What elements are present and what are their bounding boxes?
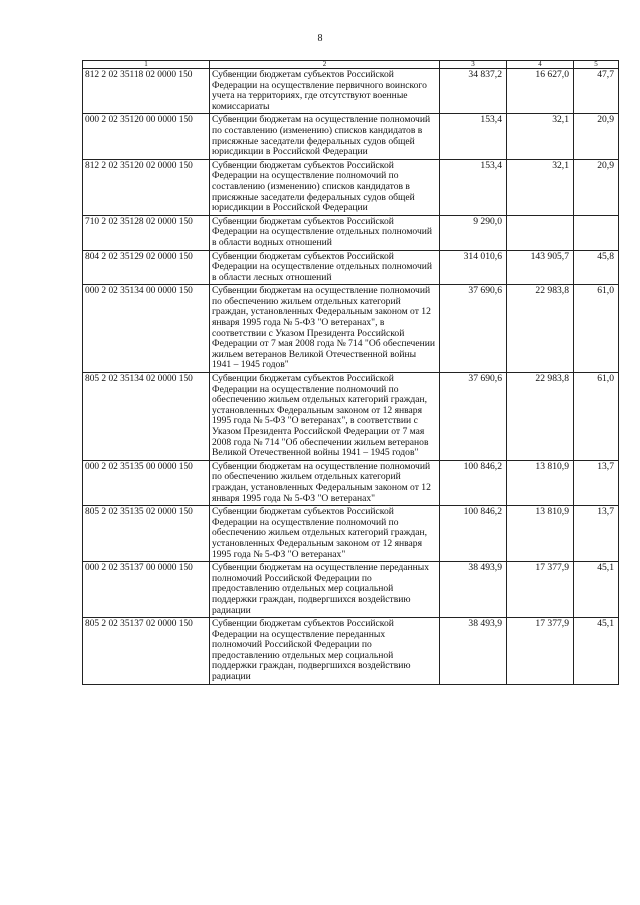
cell-name: Субвенции бюджетам на осуществление полномочий по составлению (изменению) списков кандидатов в присяжные заседатели федеральных судов общей юрисдикции в Российской Федерации bbox=[210, 114, 440, 159]
table-row bbox=[83, 506, 619, 562]
column-header-percent: 5 bbox=[574, 61, 619, 69]
cell-percent: 61,0 bbox=[574, 373, 619, 461]
table-header-row bbox=[83, 61, 619, 69]
cell-code: 812 2 02 35120 02 0000 150 bbox=[83, 159, 210, 215]
cell-actual bbox=[507, 215, 574, 250]
page-number: 8 bbox=[317, 33, 323, 44]
cell-code: 805 2 02 35137 02 0000 150 bbox=[83, 618, 210, 685]
cell-name: Субвенции бюджетам субъектов Российской Федерации на осуществление полномочий по обеспечению жильем отдельных категорий граждан, установленных Федеральным законом от 12 января 1995 года № 5-ФЗ "О ветеранах", в соответствии с Указом Президента Российской Федерации от 7 мая 2008 года № 714 "Об обеспечении жильем ветеранов Великой Отечественной войны 1941 – 1945 годов" bbox=[210, 373, 440, 461]
cell-code: 812 2 02 35118 02 0000 150 bbox=[83, 69, 210, 114]
cell-actual: 13 810,9 bbox=[507, 460, 574, 505]
cell-percent: 45,1 bbox=[574, 562, 619, 618]
cell-plan: 314 010,6 bbox=[440, 250, 507, 285]
cell-percent: 45,8 bbox=[574, 250, 619, 285]
cell-actual: 32,1 bbox=[507, 114, 574, 159]
cell-plan: 153,4 bbox=[440, 114, 507, 159]
budget-table bbox=[82, 60, 619, 685]
table-row bbox=[83, 460, 619, 505]
cell-actual: 17 377,9 bbox=[507, 562, 574, 618]
cell-actual: 143 905,7 bbox=[507, 250, 574, 285]
table-row bbox=[83, 114, 619, 159]
cell-actual: 17 377,9 bbox=[507, 618, 574, 685]
cell-percent: 13,7 bbox=[574, 506, 619, 562]
table-row bbox=[83, 618, 619, 685]
cell-plan: 38 493,9 bbox=[440, 618, 507, 685]
cell-actual: 22 983,8 bbox=[507, 373, 574, 461]
table-row bbox=[83, 159, 619, 215]
cell-percent: 20,9 bbox=[574, 114, 619, 159]
column-header-actual: 4 bbox=[507, 61, 574, 69]
cell-plan: 38 493,9 bbox=[440, 562, 507, 618]
cell-code: 000 2 02 35120 00 0000 150 bbox=[83, 114, 210, 159]
table-row bbox=[83, 69, 619, 114]
cell-name: Субвенции бюджетам на осуществление полномочий по обеспечению жильем отдельных категорий граждан, установленных Федеральным законом от 12 января 1995 года № 5-ФЗ "О ветеранах" bbox=[210, 460, 440, 505]
cell-code: 000 2 02 35134 00 0000 150 bbox=[83, 285, 210, 373]
cell-actual: 16 627,0 bbox=[507, 69, 574, 114]
cell-plan: 153,4 bbox=[440, 159, 507, 215]
table-row bbox=[83, 373, 619, 461]
cell-actual: 13 810,9 bbox=[507, 506, 574, 562]
cell-percent: 61,0 bbox=[574, 285, 619, 373]
cell-percent: 13,7 bbox=[574, 460, 619, 505]
column-header-name: 2 bbox=[210, 61, 440, 69]
column-header-plan: 3 bbox=[440, 61, 507, 69]
cell-plan: 37 690,6 bbox=[440, 373, 507, 461]
cell-name: Субвенции бюджетам субъектов Российской Федерации на осуществление отдельных полномочий в области лесных отношений bbox=[210, 250, 440, 285]
cell-code: 000 2 02 35135 00 0000 150 bbox=[83, 460, 210, 505]
cell-percent: 20,9 bbox=[574, 159, 619, 215]
cell-code: 804 2 02 35129 02 0000 150 bbox=[83, 250, 210, 285]
cell-code: 805 2 02 35134 02 0000 150 bbox=[83, 373, 210, 461]
column-header-code: 1 bbox=[83, 61, 210, 69]
table-row bbox=[83, 215, 619, 250]
cell-name: Субвенции бюджетам субъектов Российской Федерации на осуществление отдельных полномочий в области водных отношений bbox=[210, 215, 440, 250]
cell-name: Субвенции бюджетам субъектов Российской Федерации на осуществление полномочий по составлению (изменению) списков кандидатов в присяжные заседатели федеральных судов общей юрисдикции в Российской Федерации bbox=[210, 159, 440, 215]
cell-plan: 9 290,0 bbox=[440, 215, 507, 250]
cell-actual: 22 983,8 bbox=[507, 285, 574, 373]
cell-code: 805 2 02 35135 02 0000 150 bbox=[83, 506, 210, 562]
cell-code: 000 2 02 35137 00 0000 150 bbox=[83, 562, 210, 618]
cell-name: Субвенции бюджетам на осуществление переданных полномочий Российской Федерации по предоставлению отдельных мер социальной поддержки граждан, подвергшихся воздействию радиации bbox=[210, 562, 440, 618]
cell-percent bbox=[574, 215, 619, 250]
cell-code: 710 2 02 35128 02 0000 150 bbox=[83, 215, 210, 250]
cell-actual: 32,1 bbox=[507, 159, 574, 215]
cell-percent: 47,7 bbox=[574, 69, 619, 114]
cell-name: Субвенции бюджетам субъектов Российской Федерации на осуществление переданных полномочий Российской Федерации по предоставлению отдельных мер социальной поддержки граждан, подвергшихся воздействию радиации bbox=[210, 618, 440, 685]
cell-name: Субвенции бюджетам субъектов Российской Федерации на осуществление первичного воинского учета на территориях, где отсутствуют военные комиссариаты bbox=[210, 69, 440, 114]
cell-percent: 45,1 bbox=[574, 618, 619, 685]
cell-plan: 100 846,2 bbox=[440, 506, 507, 562]
cell-name: Субвенции бюджетам на осуществление полномочий по обеспечению жильем отдельных категорий граждан, установленных Федеральным законом от 12 января 1995 года № 5-ФЗ "О ветеранах", в соответствии с Указом Президента Российской Федерации от 7 мая 2008 года № 714 "Об обеспечении жильем ветеранов Великой Отечественной войны 1941 – 1945 годов" bbox=[210, 285, 440, 373]
table-row bbox=[83, 562, 619, 618]
cell-name: Субвенции бюджетам субъектов Российской Федерации на осуществление полномочий по обеспечению жильем отдельных категорий граждан, установленных Федеральным законом от 12 января 1995 года № 5-ФЗ "О ветеранах" bbox=[210, 506, 440, 562]
table-row bbox=[83, 285, 619, 373]
cell-plan: 34 837,2 bbox=[440, 69, 507, 114]
table-row bbox=[83, 250, 619, 285]
cell-plan: 100 846,2 bbox=[440, 460, 507, 505]
cell-plan: 37 690,6 bbox=[440, 285, 507, 373]
